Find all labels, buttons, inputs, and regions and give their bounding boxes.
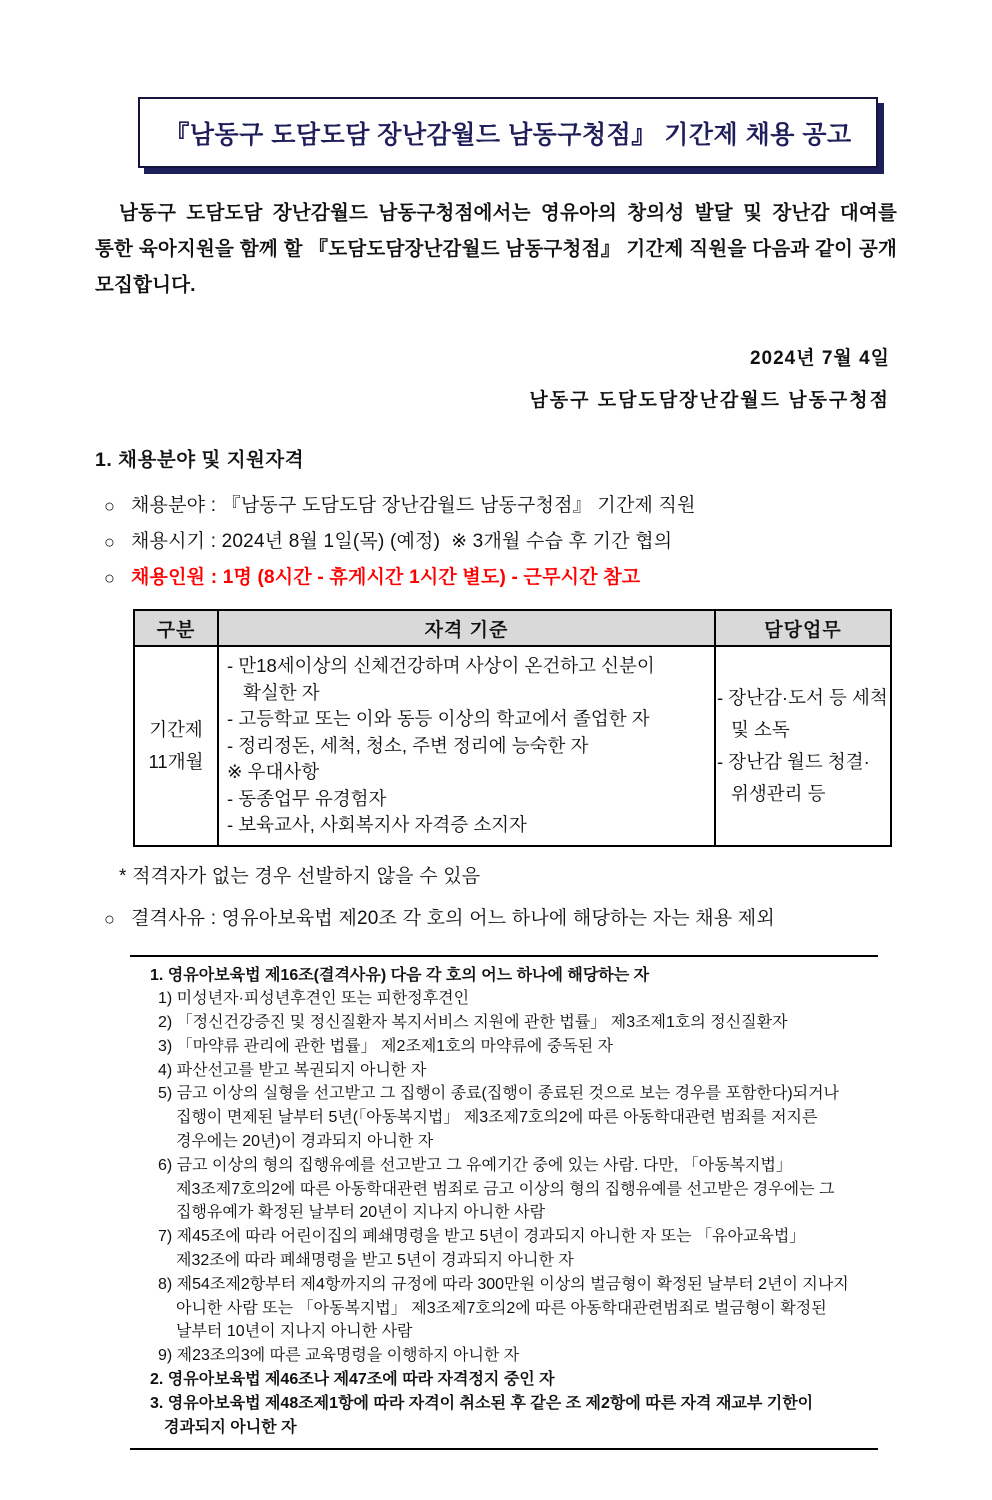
section-heading-recruitment: 1. 채용분야 및 지원자격 [95,449,305,471]
legal-item [140,1273,872,1344]
legal-item-text: 7) 제45조에 따라 어린이집의 폐쇄명령을 받고 5년이 경과되지 아니한 자 또는 「유아교육법」 제32조에 따라 폐쇄명령을 받고 5년이 경과되지 아니한 자 [158,1228,806,1270]
qualification-line: - 고등학교 또는 이와 동등 이상의 학교에서 졸업한 자 [227,708,650,729]
circle-bullet-icon: ○ [104,496,115,516]
bullet-item [95,560,897,596]
legal-item-text: 3) 「마약류 관리에 관한 법률」 제2조제1호의 마약류에 중독된 자 [158,1037,614,1055]
document-page [95,97,897,1450]
bullet-text: 채용인원 : 1명 (8시간 - 휴게시간 1시간 별도) - 근무시간 참고 [131,567,641,588]
bullet-item [95,524,897,560]
legal-item [140,1035,872,1059]
legal-item-text: 1) 미성년자·피성년후견인 또는 피한정후견인 [158,990,470,1008]
circle-bullet-icon: ○ [104,568,115,588]
legal-item [140,987,872,1011]
legal-item-text: 4) 파산선고를 받고 복권되지 아니한 자 [158,1061,427,1079]
legal-item-text: 1. 영유아보육법 제16조(결격사유) 다음 각 호의 어느 하나에 해당하는 자 [150,966,650,984]
category-line: 11개월 [148,750,204,772]
category-cell [134,646,218,846]
qualification-line: - 보육교사, 사회복지사 자격증 소지자 [227,814,527,835]
disqualification-text: 결격사유 : 영유아보육법 제20조 각 호의 어느 하나에 해당하는 자는 채용 제외 [131,907,775,929]
qualification-cell [218,646,715,846]
qualification-table [133,609,892,847]
duty-line: - 장난감 월드 청결·위생관리 등 [717,750,870,804]
legal-item-text: 6) 금고 이상의 형의 집행유예를 선고받고 그 유예기간 중에 있는 사람. 다만, 「아동복지법」 제3조제7호의2에 따른 아동학대관련 범죄로 금고 이상의 형의 집행유예를 선고받은 경우에는 그 집행유예가 확정된 날부터 20년이 지나지 아니한 사람 [158,1156,835,1222]
legal-item [140,1082,872,1153]
no-selection-note: * 적격자가 없는 경우 선발하지 않을 수 있음 [119,865,481,887]
legal-item-text: 2. 영유아보육법 제46조나 제47조에 따라 자격정지 중인 자 [150,1371,555,1389]
posting-date: 2024년 7월 4일 [749,348,890,369]
legal-item-text: 8) 제54조제2항부터 제4항까지의 규정에 따라 300만원 이상의 벌금형이 확정된 날부터 2년이 지나지 아니한 사람 또는 「아동복지법」 제3조제7호의2에 따른 아동학대관련범죄로 벌금형이 확정된 날부터 10년이 지나지 아니한 사람 [158,1275,849,1341]
legal-item-text: 2) 「정신건강증진 및 정신질환자 복지서비스 지원에 관한 법률」 제3조제1호의 정신질환자 [158,1014,788,1032]
table-header-row [134,610,891,646]
legal-item [140,964,872,988]
qualification-line: - 동종업무 유경험자 [227,787,387,809]
table-body-row [134,646,891,846]
qualification-line: ※ 우대사항 [227,761,320,782]
legal-item [140,1392,872,1440]
duty-line: - 장난감·도서 등 세척 및 소독 [717,686,888,740]
legal-item [140,1344,872,1368]
legal-item-text: 3. 영유아보육법 제48조제1항에 따라 자격이 취소된 후 같은 조 제2항에 따른 자격 재교부 기한이 경과되지 아니한 자 [150,1394,814,1436]
col-header-qualification: 자격 기준 [218,610,715,646]
legal-item-text: 5) 금고 이상의 실형을 선고받고 그 집행이 종료(집행이 종료된 것으로 보는 경우를 포함한다)되거나 집행이 면제된 날부터 5년(「아동복지법」 제3조제7호의2에 따른 아동학대관련 범죄를 저지른 경우에는 20년)이 경과되지 아니한 자 [158,1085,840,1151]
legal-grounds-box [130,955,878,1451]
document-title: 『남동구 도담도담 장난감월드 남동구청점』 기간제 채용 공고 [164,121,852,149]
legal-item [140,1011,872,1035]
circle-bullet-icon: ○ [104,908,115,929]
disqualification-bullet [95,901,897,937]
col-header-duty: 담당업무 [715,610,891,646]
legal-item [140,1154,872,1225]
bullet-text: 채용시기 : 2024년 8월 1일(목) (예정) ※ 3개월 수습 후 기간 협의 [131,531,673,552]
duty-cell [715,646,891,846]
circle-bullet-icon: ○ [104,532,115,552]
recruitment-bullet-list [95,488,897,596]
col-header-category: 구분 [134,610,218,646]
intro-paragraph: 남동구 도담도담 장난감월드 남동구청점에서는 영유아의 창의성 발달 및 장난감 대여를 통한 육아지원을 함께 할 『도담도담장난감월드 남동구청점』 기간제 직원을 다음과 같이 공개 모집합니다. [95,202,897,296]
issuing-organization: 남동구 도담도담장난감월드 남동구청점 [529,390,890,411]
document-title-box [138,97,878,168]
legal-item-text: 9) 제23조의3에 따른 교육명령을 이행하지 아니한 자 [158,1347,520,1365]
qualification-line: - 정리정돈, 세척, 청소, 주변 정리에 능숙한 자 [227,734,589,756]
category-line: 기간제 [149,718,203,740]
legal-item [140,1368,872,1392]
bullet-text: 채용분야 : 『남동구 도담도담 장난감월드 남동구청점』 기간제 직원 [131,495,696,516]
legal-item [140,1059,872,1083]
qualification-line: - 만18세이상의 신체건강하며 사상이 온건하고 신분이 확실한 자 [227,655,655,703]
legal-item [140,1225,872,1273]
bullet-item [95,488,897,524]
